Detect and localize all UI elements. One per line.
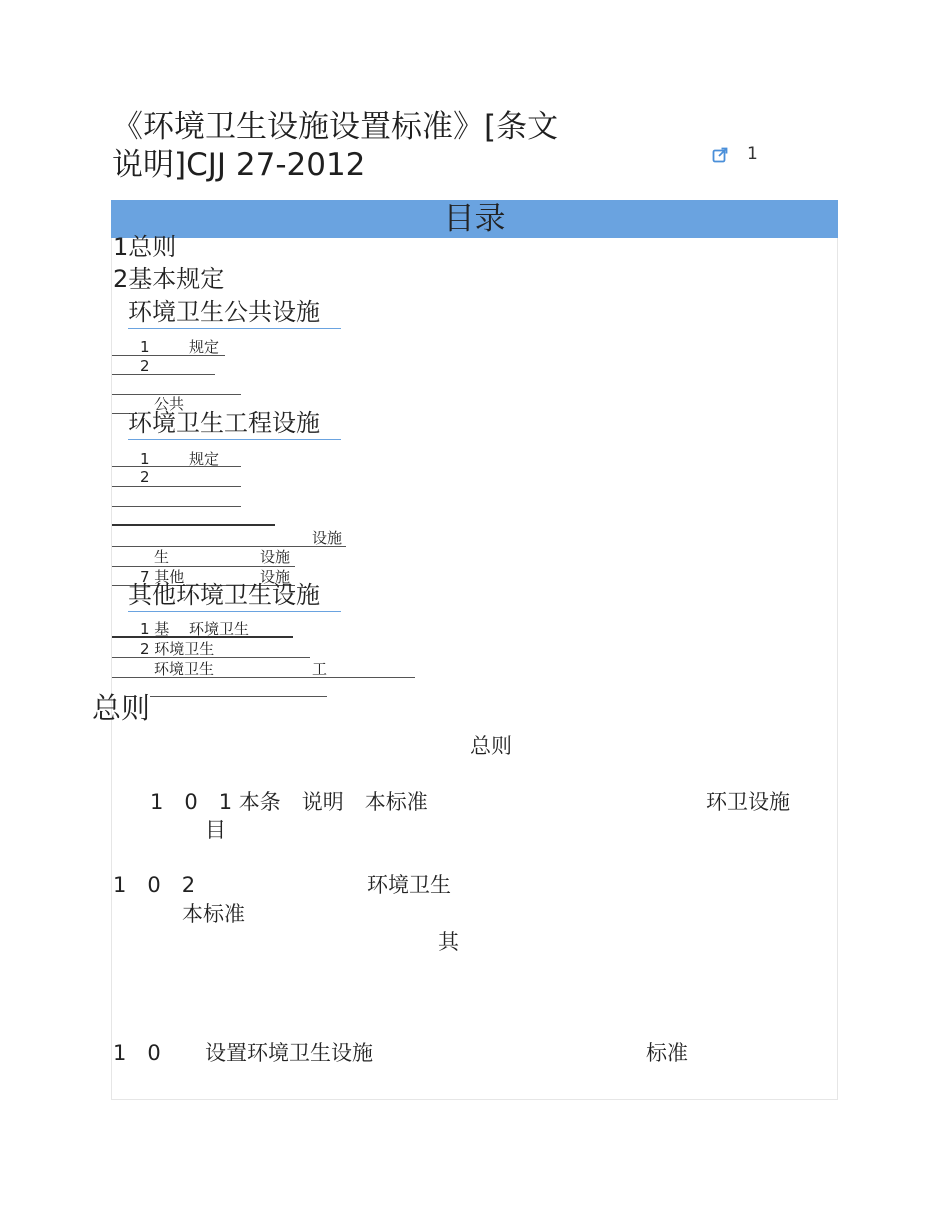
toc-sub-3-1-num[interactable]: 1 — [140, 338, 150, 356]
para-3-a: 1 0 — [113, 1041, 161, 1065]
para-1-b: 环卫设施 — [706, 790, 790, 814]
toc-entry-2[interactable]: 2基本规定 — [113, 265, 225, 293]
toc-sub-4-7-a[interactable]: 7 其他 — [140, 568, 185, 586]
toc-sub-4-2-num[interactable]: 2 — [140, 468, 150, 486]
toc-sub-5-1-b[interactable]: 环境卫生 — [189, 620, 250, 638]
para-1-a: 1 0 1 本条 说明 本标准 — [150, 790, 428, 814]
section-subheading: 总则 — [470, 734, 512, 758]
toc-entry-1[interactable]: 1总则 — [113, 233, 177, 261]
para-2-a: 1 0 2 — [113, 873, 196, 897]
document-title: 《环境卫生设施设置标准》[条文说明]CJJ 27-2012 — [112, 109, 559, 183]
toc-sub-4-1-num[interactable]: 1 — [140, 450, 150, 468]
toc-sub-4-1-label[interactable]: 规定 — [189, 450, 220, 468]
toc-heading: 目录 — [111, 200, 838, 238]
toc-sub-4-6-a[interactable]: 生 — [154, 548, 170, 566]
toc-sub-3-1-label[interactable]: 规定 — [189, 338, 220, 356]
para-1-c: 目 — [205, 818, 226, 842]
toc-sub-5-2[interactable]: 2 环境卫生 — [140, 640, 215, 658]
toc-entry-5[interactable]: 其他环境卫生设施 — [128, 580, 341, 612]
toc-sub-3-2-num[interactable]: 2 — [140, 357, 150, 375]
toc-sub-5-3-b[interactable]: 工 — [312, 660, 328, 678]
toc-sub-4-5-label[interactable]: 设施 — [312, 529, 343, 547]
share-count: 1 — [747, 144, 758, 164]
para-2-d: 其 — [438, 930, 459, 954]
toc-entry-3[interactable]: 环境卫生公共设施 — [128, 297, 341, 329]
para-3-c: 标准 — [646, 1041, 688, 1065]
para-2-c: 本标准 — [182, 902, 245, 926]
toc-sub-4-7-b[interactable]: 设施 — [260, 568, 291, 586]
section-heading: 总则 — [92, 691, 151, 725]
toc-entry-4[interactable]: 环境卫生工程设施 — [128, 408, 341, 440]
share-icon[interactable] — [712, 146, 729, 163]
para-3-b: 设置环境卫生设施 — [205, 1041, 373, 1065]
toc-sub-5-3-a[interactable]: 环境卫生 — [154, 660, 215, 678]
toc-sub-5-1-a[interactable]: 1 基 — [140, 620, 170, 638]
toc-sub-3-3-label[interactable]: 公共 — [154, 395, 185, 413]
para-2-b: 环境卫生 — [367, 873, 451, 897]
toc-sub-4-6-b[interactable]: 设施 — [260, 548, 291, 566]
share-control[interactable] — [712, 144, 758, 164]
document-page — [111, 200, 838, 1100]
